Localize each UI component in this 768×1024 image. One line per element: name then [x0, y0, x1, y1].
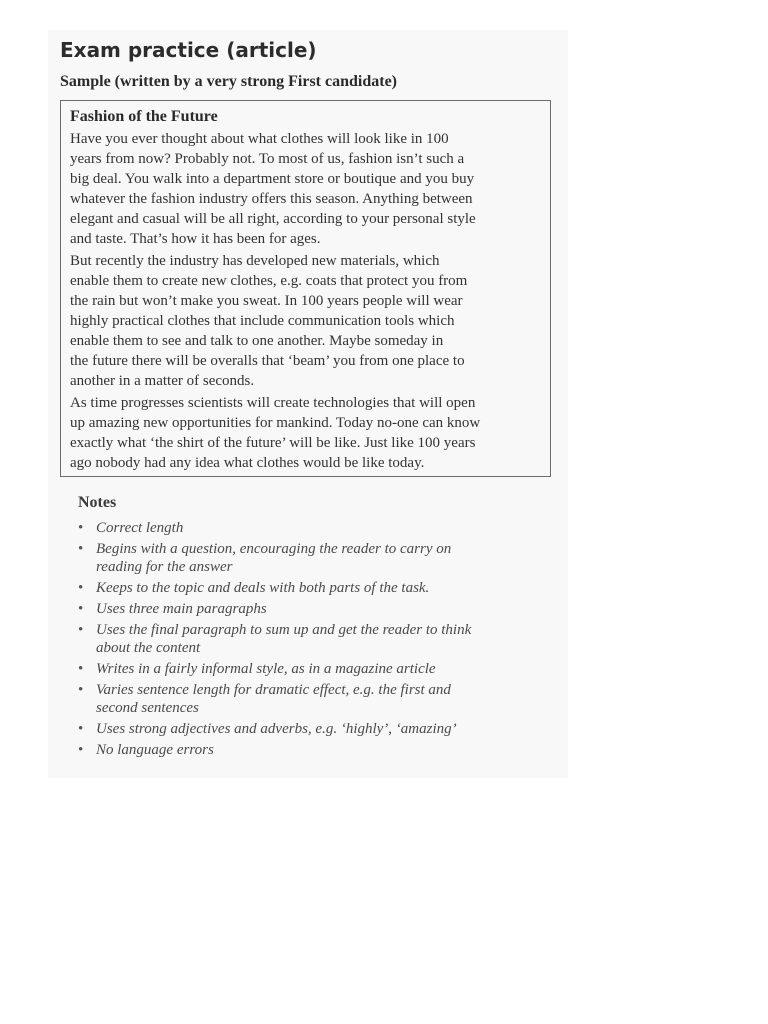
article-line: another in a matter of seconds. — [70, 373, 255, 389]
note-item — [78, 579, 471, 597]
bullet-icon: • — [78, 580, 84, 596]
note-text: Uses the final paragraph to sum up and get the reader to think — [96, 622, 472, 638]
article-line: ago nobody had any idea what clothes would be like today. — [70, 455, 425, 471]
article-line: enable them to see and talk to one another. Maybe someday in — [70, 333, 444, 349]
notes-list — [78, 519, 471, 762]
note-text: Varies sentence length for dramatic effect, e.g. the first and — [96, 682, 451, 698]
article-line: But recently the industry has developed new materials, which — [70, 253, 440, 269]
article-paragraph-1 — [70, 129, 550, 249]
article-line: Have you ever thought about what clothes will look like in 100 — [70, 131, 449, 147]
page-subtitle: Sample (written by a very strong First candidate) — [60, 73, 397, 90]
bullet-icon: • — [78, 601, 84, 617]
note-item — [78, 741, 471, 759]
note-text: Uses strong adjectives and adverbs, e.g. ‘highly’, ‘amazing’ — [96, 721, 457, 737]
page-title: Exam practice (article) — [60, 38, 317, 62]
article-heading: Fashion of the Future — [70, 108, 218, 125]
article-line: exactly what ‘the shirt of the future’ will be like. Just like 100 years — [70, 435, 476, 451]
article-line: enable them to create new clothes, e.g. coats that protect you from — [70, 273, 468, 289]
article-line: up amazing new opportunities for mankind. Today no-one can know — [70, 415, 481, 431]
bullet-icon: • — [78, 661, 84, 677]
article-line: highly practical clothes that include communication tools which — [70, 313, 455, 329]
note-text: Correct length — [96, 520, 184, 536]
bullet-icon: • — [78, 541, 84, 557]
note-text: No language errors — [96, 742, 214, 758]
bullet-icon: • — [78, 520, 84, 536]
note-text: Keeps to the topic and deals with both parts of the task. — [96, 580, 430, 596]
note-text: second sentences — [96, 700, 199, 716]
bullet-icon: • — [78, 721, 84, 737]
article-line: years from now? Probably not. To most of us, fashion isn’t such a — [70, 151, 465, 167]
article-line: and taste. That’s how it has been for ages. — [70, 231, 321, 247]
article-line: As time progresses scientists will create technologies that will open — [70, 395, 476, 411]
article-line: the future there will be overalls that ‘beam’ you from one place to — [70, 353, 465, 369]
notes-heading: Notes — [78, 494, 117, 511]
article-line: elegant and casual will be all right, according to your personal style — [70, 211, 476, 227]
note-item — [78, 660, 471, 678]
note-text: reading for the answer — [96, 559, 233, 575]
sample-article-box — [60, 100, 551, 477]
note-text: Writes in a fairly informal style, as in a magazine article — [96, 661, 436, 677]
note-item — [78, 540, 471, 576]
note-item — [78, 519, 471, 537]
article-line: the rain but won’t make you sweat. In 100 years people will wear — [70, 293, 463, 309]
note-text: about the content — [96, 640, 201, 656]
note-item — [78, 720, 471, 738]
article-line: big deal. You walk into a department store or boutique and you buy — [70, 171, 475, 187]
bullet-icon: • — [78, 742, 84, 758]
article-line: whatever the fashion industry offers this season. Anything between — [70, 191, 473, 207]
note-text: Begins with a question, encouraging the reader to carry on — [96, 541, 452, 557]
note-item — [78, 621, 471, 657]
article-paragraph-2 — [70, 251, 550, 391]
bullet-icon: • — [78, 622, 84, 638]
note-text: Uses three main paragraphs — [96, 601, 267, 617]
article-paragraph-3 — [70, 393, 550, 473]
note-item — [78, 600, 471, 618]
note-item — [78, 681, 471, 717]
bullet-icon: • — [78, 682, 84, 698]
